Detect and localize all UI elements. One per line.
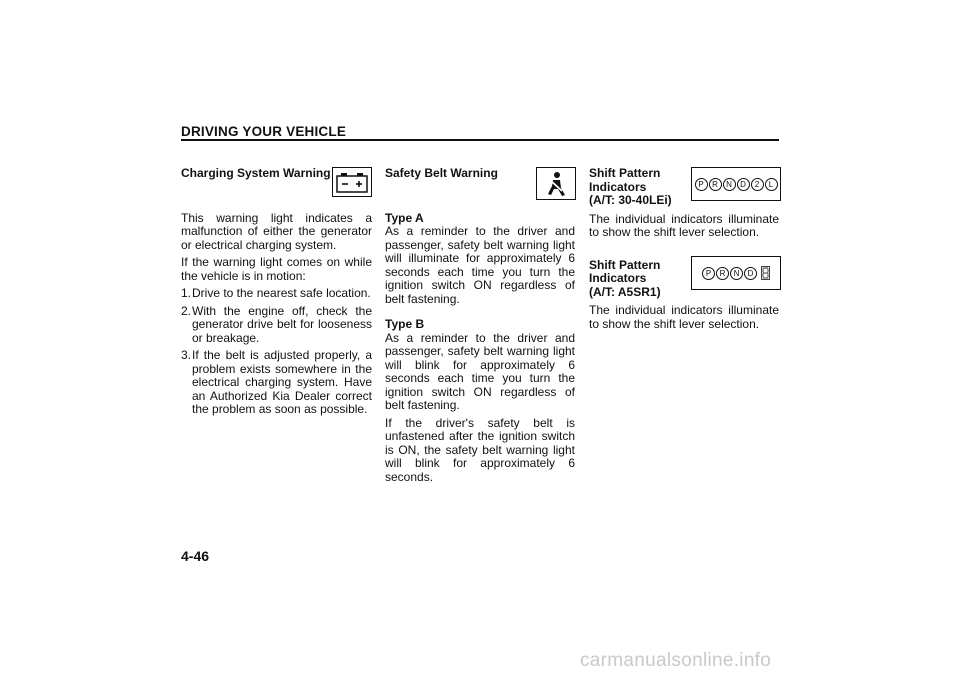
type-a-label: Type A <box>385 210 424 225</box>
shift-letter: N <box>730 267 743 280</box>
list-item: 1. Drive to the nearest safe location. <box>181 286 371 300</box>
type-b-text: As a reminder to the driver and passenger, safety belt warning light will blink for approximately 6 seconds each time you turn the ignition switch ON regardless of belt fastening. <box>385 330 575 412</box>
charging-section <box>181 167 372 421</box>
list-item: 3. If the belt is adjusted properly, a problem exists somewhere in the electrical charging system. Have an Authorized Kia Dealer correct the problem as soon as possible. <box>181 348 372 416</box>
charging-steps <box>181 287 372 417</box>
shift-letter: 2 <box>751 178 764 191</box>
shift-letter: N <box>723 178 736 191</box>
page-header-title: DRIVING YOUR VEHICLE <box>181 124 347 139</box>
page-number: 4-46 <box>181 548 210 564</box>
shift-pattern-section <box>589 167 779 335</box>
shift2-text: The individual indicators illuminate to show the shift lever selection. <box>589 303 779 331</box>
safety-belt-section <box>385 167 575 488</box>
unfastened-text: If the driver's safety belt is unfastened after the ignition switch is ON, the safety belt warning light will blink for approximately 6 seconds. <box>385 415 575 484</box>
charging-heading: Charging System Warning <box>181 166 331 180</box>
list-item: 2. With the engine off, check the generator drive belt for looseness or breakage. <box>181 303 372 345</box>
shift-letter: R <box>716 267 729 280</box>
shift-letter: P <box>695 178 708 191</box>
type-a-text: As a reminder to the driver and passenger, safety belt warning light will illuminate for approximately 6 seconds each time you turn the ignition switch ON regardless of belt fastening. <box>385 224 575 306</box>
shift1-text: The individual indicators illuminate to show the shift lever selection. <box>589 211 779 239</box>
shift-letter: R <box>709 178 722 191</box>
shift2-heading: Shift Pattern Indicators (A/T: A5SR1) <box>589 257 661 299</box>
type-b-label: Type B <box>385 317 425 331</box>
shift1-heading: Shift Pattern Indicators (A/T: 30-40LEi) <box>589 166 672 207</box>
safety-belt-heading: Safety Belt Warning <box>385 166 498 180</box>
charging-motion: If the warning light comes on while the vehicle is in motion: <box>181 255 372 283</box>
shift-letter: D <box>737 178 750 191</box>
shift-letter: D <box>744 267 757 280</box>
shift-letter: L <box>765 178 778 191</box>
charging-intro: This warning light indicates a malfunction of either the generator or electrical charging system. <box>181 210 372 252</box>
header-rule <box>181 139 779 141</box>
shift-letter: P <box>702 267 715 280</box>
watermark: carmanualsonline.info <box>580 650 772 671</box>
